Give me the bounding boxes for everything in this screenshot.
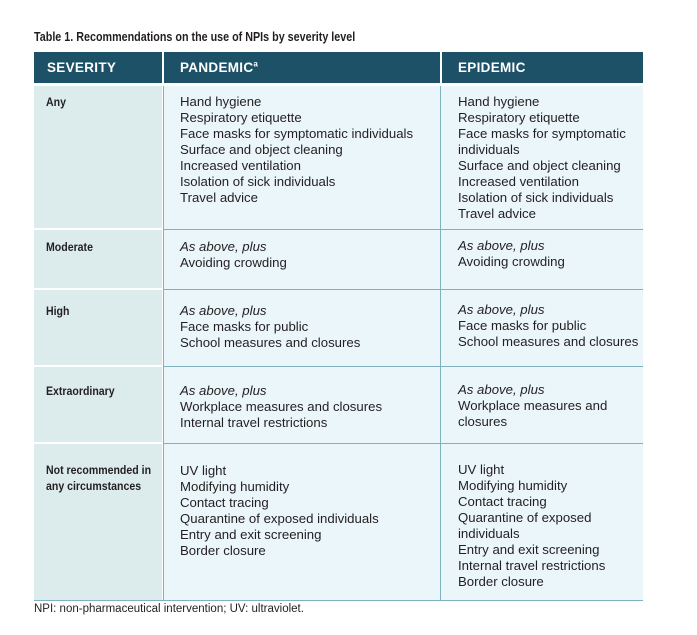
header-severity: SEVERITY	[47, 60, 117, 75]
list-item: Avoiding crowding	[180, 255, 287, 270]
list-item: Face masks for symptomatic individuals	[180, 126, 414, 141]
pandemic-cell	[180, 463, 379, 559]
list-item: As above, plus	[458, 238, 545, 253]
footnote: NPI: non-pharmaceutical intervention; UV: ultraviolet.	[34, 603, 304, 615]
list-item: Increased ventilation	[180, 158, 301, 173]
list-item: Modifying humidity	[180, 479, 290, 494]
list-item: Internal travel restrictions	[458, 558, 606, 573]
list-item: Internal travel restrictions	[180, 415, 328, 430]
row-rule	[163, 229, 643, 230]
table-header	[34, 52, 643, 83]
list-item: Face masks for public	[458, 318, 587, 333]
row-rule	[163, 366, 643, 367]
row-rule	[163, 443, 643, 444]
list-item: Modifying humidity	[458, 478, 568, 493]
table-caption: Table 1. Recommendations on the use of NPIs by severity level	[34, 30, 356, 44]
list-item: Contact tracing	[458, 494, 547, 509]
severity-label: Not recommended in any circumstances	[46, 463, 152, 493]
epidemic-cell	[458, 238, 565, 270]
severity-label: Any	[46, 95, 66, 109]
list-item: School measures and closures	[180, 335, 361, 350]
severity-label: Moderate	[46, 240, 93, 254]
severity-label: High	[46, 304, 70, 318]
list-item: As above, plus	[458, 382, 545, 397]
pandemic-cell	[180, 94, 413, 206]
list-item: Avoiding crowding	[458, 254, 565, 269]
pandemic-cell	[180, 383, 382, 431]
severity-cell-bg	[34, 367, 162, 442]
list-item: Increased ventilation	[458, 174, 579, 189]
list-item: As above, plus	[458, 302, 545, 317]
column-rule	[440, 86, 441, 600]
list-item: Contact tracing	[180, 495, 269, 510]
header-divider	[440, 52, 442, 83]
list-item: Workplace measures and	[458, 398, 608, 413]
list-item: Entry and exit screening	[458, 542, 600, 557]
list-item: Workplace measures and closures	[180, 399, 383, 414]
header-epidemic: EPIDEMIC	[458, 60, 526, 75]
list-item: Entry and exit screening	[180, 527, 322, 542]
list-item: Travel advice	[180, 190, 258, 205]
list-item: Face masks for symptomatic	[458, 126, 626, 141]
list-item: Quarantine of exposed	[458, 510, 592, 525]
list-item: Isolation of sick individuals	[458, 190, 614, 205]
table-bottom-rule	[34, 600, 643, 601]
row-rule	[163, 289, 643, 290]
list-item: UV light	[458, 462, 505, 477]
epidemic-cell	[458, 462, 605, 590]
list-item: Border closure	[180, 543, 266, 558]
list-item: Border closure	[458, 574, 544, 589]
header-pandemic: PANDEMIC$^a$	[180, 59, 259, 75]
header-divider	[162, 52, 164, 83]
list-item: individuals	[458, 526, 520, 541]
list-item: As above, plus	[180, 303, 267, 318]
list-item: closures	[458, 414, 508, 429]
epidemic-cell	[458, 382, 607, 430]
list-item: As above, plus	[180, 239, 267, 254]
list-item: Surface and object cleaning	[458, 158, 621, 173]
severity-cell-bg	[34, 290, 162, 365]
list-item: Quarantine of exposed individuals	[180, 511, 379, 526]
pandemic-cell	[180, 239, 287, 271]
list-item: individuals	[458, 142, 520, 157]
list-item: Travel advice	[458, 206, 536, 221]
list-item: UV light	[180, 463, 227, 478]
list-item: Respiratory etiquette	[180, 110, 302, 125]
column-rule	[163, 86, 164, 600]
severity-label: Extraordinary	[46, 384, 115, 398]
epidemic-cell	[458, 302, 638, 350]
list-item: Surface and object cleaning	[180, 142, 343, 157]
list-item: Respiratory etiquette	[458, 110, 580, 125]
list-item: School measures and closures	[458, 334, 639, 349]
list-item: As above, plus	[180, 383, 267, 398]
list-item: Hand hygiene	[180, 94, 262, 109]
list-item: Isolation of sick individuals	[180, 174, 336, 189]
epidemic-cell	[458, 94, 626, 222]
pandemic-cell	[180, 303, 360, 351]
list-item: Hand hygiene	[458, 94, 540, 109]
list-item: Face masks for public	[180, 319, 309, 334]
